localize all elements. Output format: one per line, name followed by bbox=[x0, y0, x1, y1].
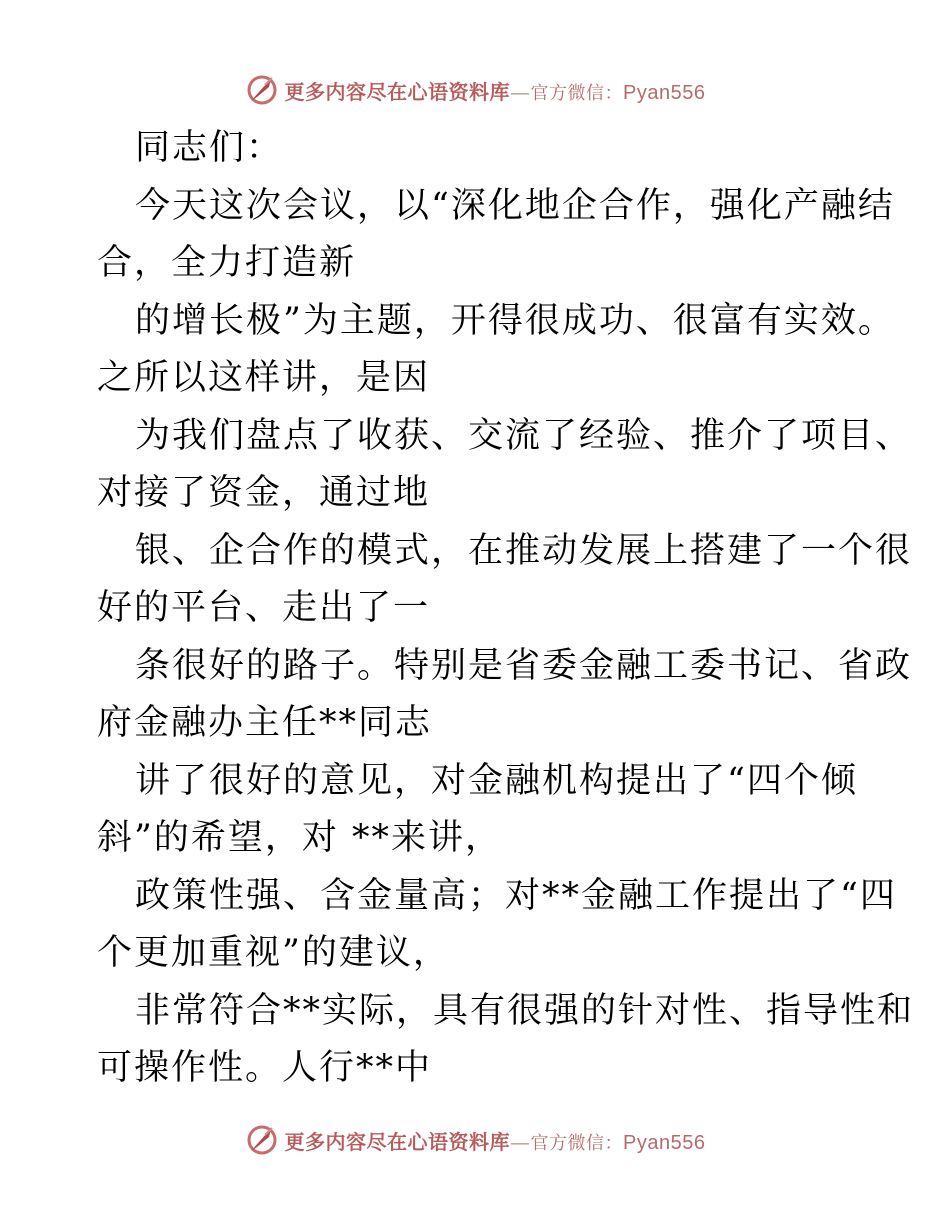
paragraph-line: 之所以这样讲，是因 bbox=[97, 358, 431, 398]
paragraph-line: 今天这次会议，以“深化地企合作，强化产融结 bbox=[135, 185, 895, 226]
banner-official-label: 官方微信： bbox=[530, 1132, 624, 1154]
paragraph-line: 同志们： bbox=[135, 128, 284, 168]
paragraph-line: 非常符合**实际，具有很强的针对性、指导性和 bbox=[135, 990, 915, 1031]
paragraph-line: 条很好的路子。特别是省委金融工委书记、省政 bbox=[135, 645, 913, 686]
banner-wechat-id: Pyan556 bbox=[623, 1131, 706, 1154]
paragraph-line: 讲了很好的意见，对金融机构提出了“四个倾 bbox=[135, 760, 858, 801]
banner-wechat-id: Pyan556 bbox=[623, 81, 706, 104]
banner-site-name: 更多内容尽在心语资料库 bbox=[284, 79, 511, 104]
paragraph-line: 银、企合作的模式，在推动发展上搭建了一个很 bbox=[135, 530, 913, 571]
document-body bbox=[97, 120, 915, 1098]
paragraph-line: 为我们盘点了收获、交流了经验、推介了项目、 bbox=[135, 415, 913, 456]
paragraph-line: 对接了资金，通过地 bbox=[97, 473, 431, 513]
paragraph-line: 政策性强、含金量高；对**金融工作提出了“四 bbox=[135, 875, 897, 916]
feather-pen-icon bbox=[245, 1123, 279, 1157]
paragraph-line: 府金融办主任**同志 bbox=[97, 703, 433, 743]
paragraph-line: 斜”的希望，对 **来讲， bbox=[97, 818, 503, 858]
banner-dash: — bbox=[510, 79, 531, 104]
header-banner bbox=[0, 70, 950, 110]
banner-text bbox=[285, 1126, 706, 1155]
footer-banner bbox=[0, 1120, 950, 1160]
paragraph-line: 好的平台、走出了一 bbox=[97, 588, 431, 628]
paragraph-line: 个更加重视”的建议， bbox=[97, 933, 450, 973]
banner-site-name: 更多内容尽在心语资料库 bbox=[284, 1129, 511, 1154]
feather-pen-icon bbox=[245, 73, 279, 107]
paragraph-line: 可操作性。人行**中 bbox=[97, 1048, 433, 1088]
banner-text bbox=[285, 76, 706, 105]
paragraph-line: 的增长极”为主题，开得很成功、很富有实效。 bbox=[135, 300, 895, 341]
paragraph-line: 合，全力打造新 bbox=[97, 243, 357, 283]
banner-dash: — bbox=[510, 1129, 531, 1154]
banner-official-label: 官方微信： bbox=[530, 82, 624, 104]
